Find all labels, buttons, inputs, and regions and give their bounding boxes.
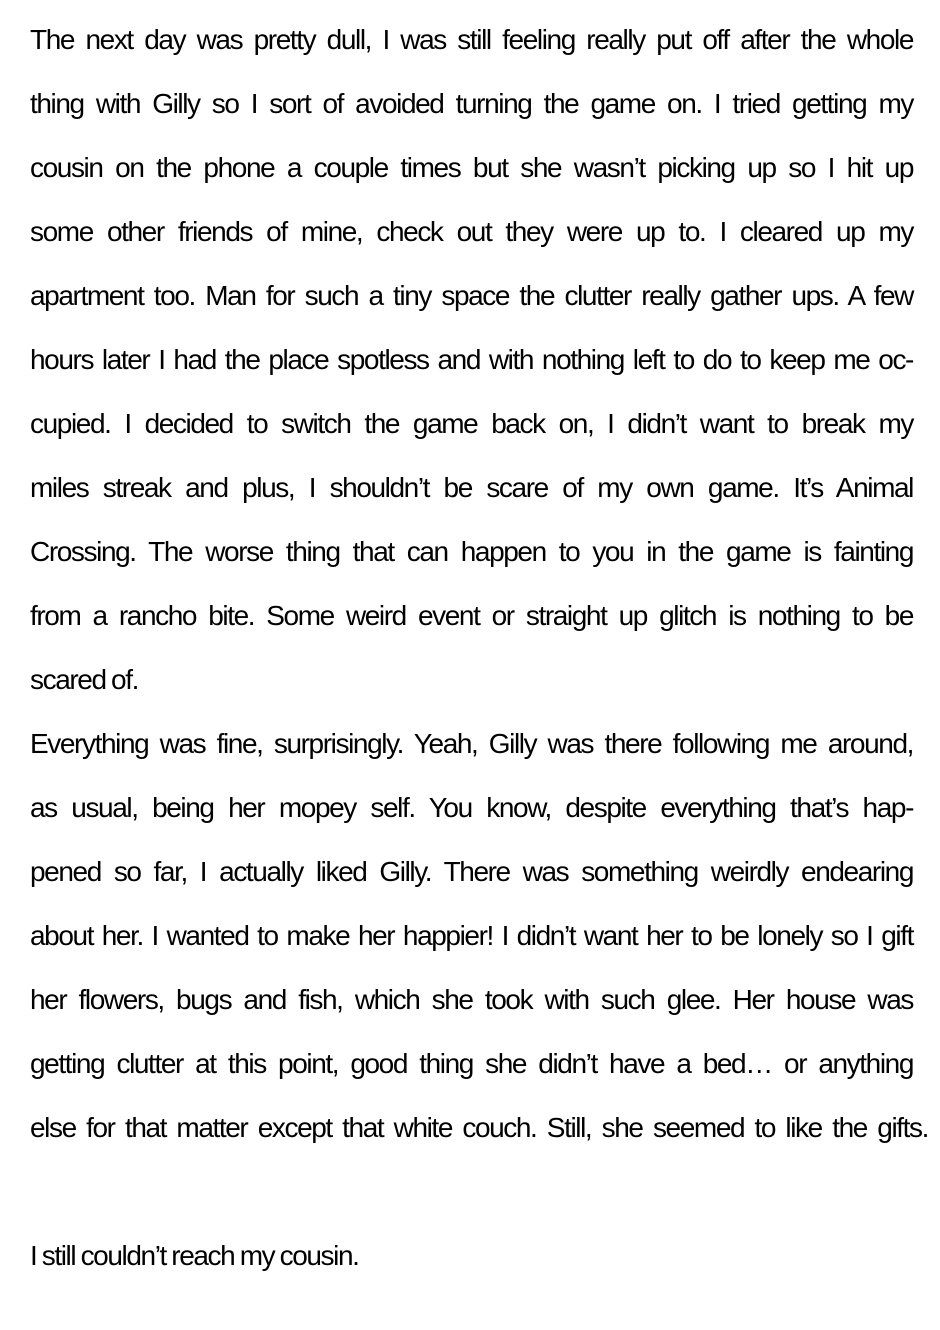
text-line: cousin on the phone a couple times but she wasn’t picking up so I hit up: [30, 152, 913, 183]
text-line: hours later I had the place spotless and with nothing left to do to keep me oc-: [30, 344, 913, 375]
text-line: miles streak and plus, I shouldn’t be scare of my own game. It’s Animal: [30, 472, 913, 503]
text-line: apartment too. Man for such a tiny space the clutter really gather ups. A few: [30, 280, 913, 311]
text-line: from a rancho bite. Some weird event or straight up glitch is nothing to be: [30, 600, 913, 631]
text-line: scared of.: [30, 664, 138, 695]
text-line: some other friends of mine, check out they were up to. I cleared up my: [30, 216, 913, 247]
text-line: The next day was pretty dull, I was still feeling really put off after the whole: [30, 24, 913, 55]
text-line: I still couldn’t reach my cousin.: [30, 1240, 359, 1271]
text-line: getting clutter at this point, good thing she didn’t have a bed… or anything: [30, 1048, 913, 1079]
text-line: else for that matter except that white couch. Still, she seemed to like the gifts.: [30, 1112, 928, 1143]
text-line: her flowers, bugs and fish, which she took with such glee. Her house was: [30, 984, 913, 1015]
text-line: Everything was fine, surprisingly. Yeah, Gilly was there following me around,: [30, 728, 913, 759]
text-line: Crossing. The worse thing that can happen to you in the game is fainting: [30, 536, 913, 567]
text-line: as usual, being her mopey self. You know, despite everything that’s hap-: [30, 792, 913, 823]
text-line: about her. I wanted to make her happier! I didn’t want her to be lonely so I gift: [30, 920, 913, 951]
text-line: thing with Gilly so I sort of avoided turning the game on. I tried getting my: [30, 88, 913, 119]
text-line: cupied. I decided to switch the game back on, I didn’t want to break my: [30, 408, 913, 439]
text-line: pened so far, I actually liked Gilly. There was something weirdly endearing: [30, 856, 913, 887]
